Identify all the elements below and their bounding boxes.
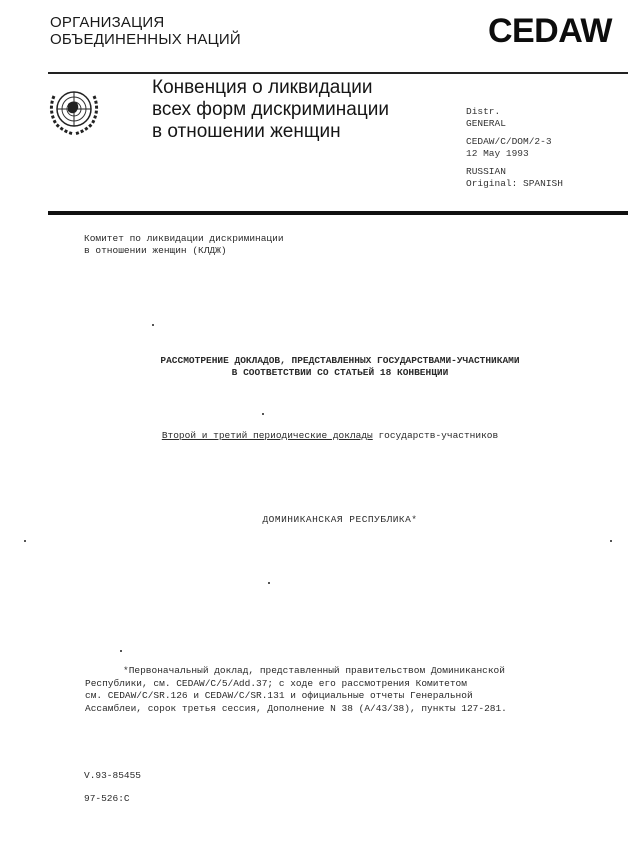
un-emblem-icon [42, 84, 106, 138]
scan-speck [152, 324, 154, 326]
convention-title-line-2: всех форм дискриминации [152, 99, 389, 120]
organization-name [50, 14, 241, 48]
organization-line-1: ОРГАНИЗАЦИЯ [50, 14, 165, 31]
scan-speck [262, 413, 264, 415]
document-number: V.93-85455 [84, 770, 142, 781]
header-divider [48, 72, 628, 74]
subheading-underlined: Второй и третий периодические доклады [161, 430, 373, 441]
scan-speck [610, 540, 612, 542]
distr-value: GENERAL [466, 118, 506, 129]
scan-speck [120, 650, 122, 652]
report-heading-line-2: В СООТВЕТСТВИИ СО СТАТЬЕЙ 18 КОНВЕНЦИИ [231, 367, 449, 378]
brand-logo: CEDAW [487, 12, 612, 50]
country-name: ДОМИНИКАНСКАЯ РЕСПУБЛИКА* [262, 514, 418, 525]
job-number: 97-526:C [84, 793, 130, 804]
document-date: 12 May 1993 [466, 148, 529, 159]
distribution-block [466, 106, 563, 190]
committee-name [84, 233, 284, 257]
footnote-line-1: *Первоначальный доклад, представленный правительством Доминиканской [123, 665, 505, 676]
header-bottom-divider [48, 211, 628, 215]
distr-label: Distr. [466, 106, 501, 117]
document-language: RUSSIAN [466, 166, 506, 177]
subheading-rest: государств-участников [372, 430, 499, 441]
committee-line-1: Комитет по ликвидации дискриминации [84, 233, 284, 244]
document-symbol: CEDAW/C/DOM/2-3 [466, 136, 552, 147]
footnote-line-2: Республики, см. CEDAW/C/5/Add.37; с ходе его рассмотрения Комитетом [85, 677, 467, 689]
report-subheading [130, 430, 530, 441]
convention-title [152, 77, 389, 143]
convention-title-line-1: Конвенция о ликвидации [152, 77, 373, 98]
convention-title-line-3: в отношении женщин [152, 121, 341, 142]
committee-line-2: в отношении женщин (КЛДЖ) [84, 245, 227, 256]
footnote-line-4: Ассамблеи, сорок третья сессия, Дополнение N 38 (A/43/38), пункты 127-281. [85, 702, 507, 714]
report-heading-line-1: РАССМОТРЕНИЕ ДОКЛАДОВ, ПРЕДСТАВЛЕННЫХ ГОСУДАРСТВАМИ-УЧАСТНИКАМИ [160, 355, 520, 366]
scan-speck [24, 540, 26, 542]
footnote-line-3: см. CEDAW/C/SR.126 и CEDAW/C/SR.131 и официальные отчеты Генеральной [85, 690, 473, 701]
scan-speck [268, 582, 270, 584]
original-language: Original: SPANISH [466, 178, 563, 189]
footnote [85, 665, 565, 715]
organization-line-2: ОБЪЕДИНЕННЫХ НАЦИЙ [50, 31, 241, 48]
report-heading [120, 355, 560, 379]
